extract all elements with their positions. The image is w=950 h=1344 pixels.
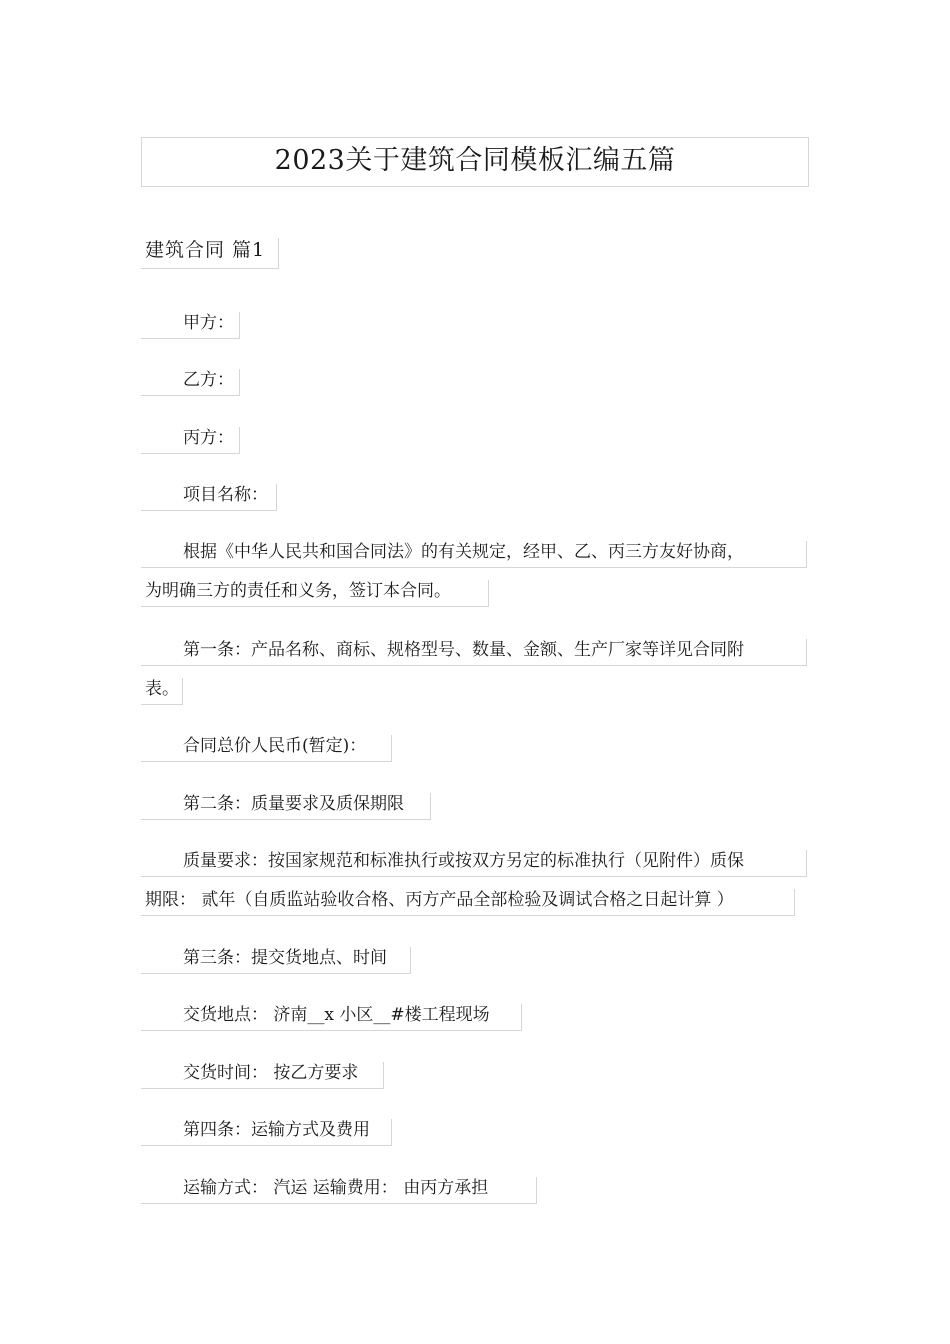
delivery-place-line: 交货地点： 济南__x 小区__#楼工程现场	[141, 1004, 522, 1031]
intro-paragraph-line-1: 根据《中华人民共和国合同法》的有关规定，经甲、乙、丙三方友好协商，	[141, 541, 807, 568]
intro-paragraph-line-2: 为明确三方的责任和义务，签订本合同。	[141, 580, 489, 607]
article-2-heading: 第二条：质量要求及质保期限	[141, 793, 431, 820]
document-title: 2023关于建筑合同模板汇编五篇	[141, 137, 809, 187]
quality-line-1: 质量要求：按国家规范和标准执行或按双方另定的标准执行（见附件）质保	[141, 850, 807, 877]
article-1-line-1: 第一条：产品名称、商标、规格型号、数量、金额、生产厂家等详见合同附	[141, 639, 807, 666]
total-price-line: 合同总价人民币(暂定)：	[141, 735, 392, 762]
article-4-heading: 第四条：运输方式及费用	[141, 1119, 392, 1146]
party-b-line: 乙方：	[141, 369, 240, 396]
party-a-line: 甲方：	[141, 312, 240, 339]
article-3-heading: 第三条：提交货地点、时间	[141, 947, 411, 974]
transport-line: 运输方式： 汽运 运输费用： 由丙方承担	[141, 1177, 537, 1204]
project-name-line: 项目名称：	[141, 484, 277, 511]
delivery-time-line: 交货时间： 按乙方要求	[141, 1062, 384, 1089]
article-1-line-2: 表。	[141, 678, 183, 705]
section-heading: 建筑合同 篇1	[141, 238, 279, 269]
quality-line-2: 期限： 贰年（自质监站验收合格、丙方产品全部检验及调试合格之日起计算 ）	[141, 889, 795, 916]
party-c-line: 丙方：	[141, 427, 240, 454]
